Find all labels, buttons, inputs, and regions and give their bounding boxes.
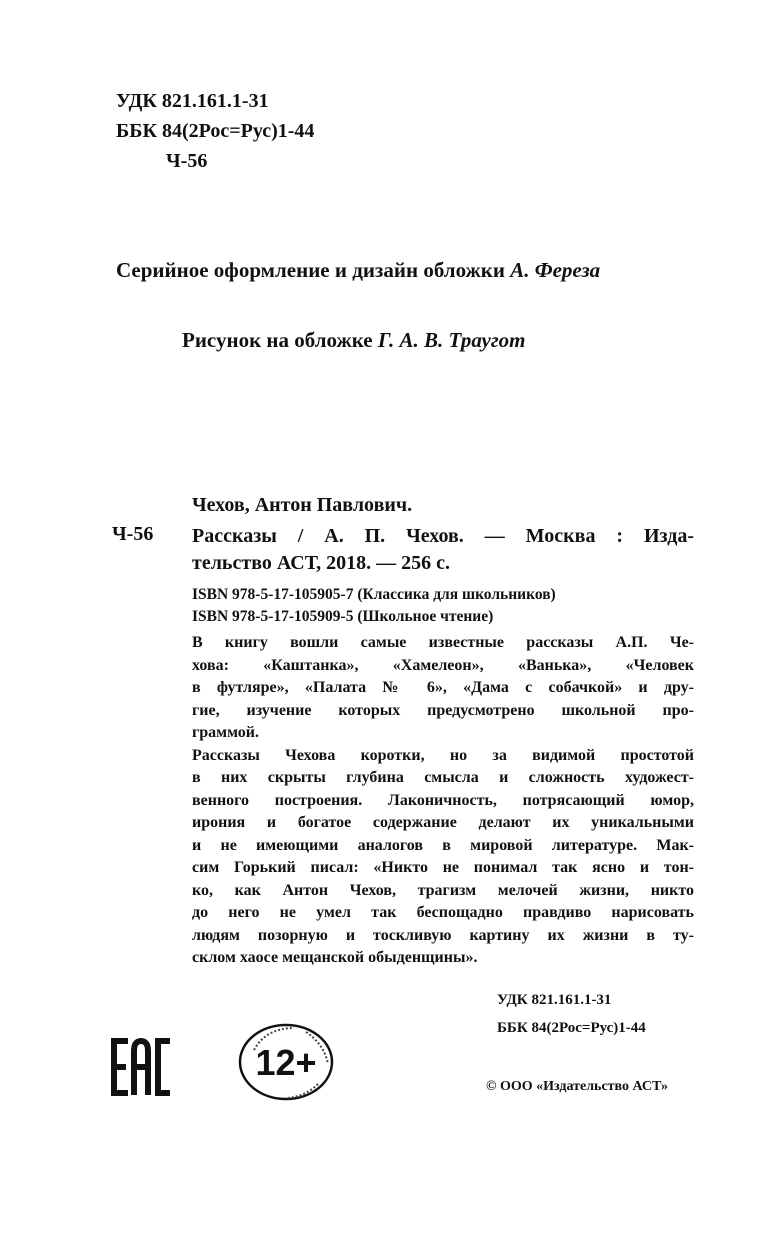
abstract-line: и не имеющими аналогов в мировой литературе. Мак- bbox=[192, 836, 694, 854]
catalog-reference bbox=[192, 523, 694, 577]
abstract-line: Рассказы Чехова коротки, но за видимой простотой bbox=[192, 746, 694, 764]
age-rating-text: 12+ bbox=[255, 1042, 317, 1083]
abstract-line: сим Горький писал: «Никто не понимал так ясно и тон- bbox=[192, 859, 694, 876]
abstract-line: до него не умел так беспощадно правдиво нарисовать bbox=[192, 904, 694, 921]
footer-codes bbox=[497, 986, 646, 1042]
abstract-line: людям позорную и тоскливую картину их жизни в ту- bbox=[192, 926, 694, 944]
abstract-line: гие, изучение которых предусмотрено школьной про- bbox=[192, 701, 694, 719]
cover-illustration-credit bbox=[182, 328, 525, 353]
abstract-line: граммой. bbox=[192, 724, 259, 741]
isbn-line: ISBN 978-5-17-105909-5 (Школьное чтение) bbox=[192, 608, 494, 625]
catalog-mark: Ч-56 bbox=[112, 523, 154, 545]
cover-design-credit bbox=[116, 258, 600, 283]
isbn-line: ISBN 978-5-17-105905-7 (Классика для школьников) bbox=[192, 586, 556, 603]
copyright: © ООО «Издательство АСТ» bbox=[486, 1079, 669, 1094]
catalog-reference-line2: тельство АСТ, 2018. — 256 с. bbox=[192, 552, 450, 574]
abstract-line: ко, как Антон Чехов, трагизм мелочей жизни, никто bbox=[192, 881, 694, 899]
cover-designer-name: А. Фереза bbox=[510, 258, 601, 282]
abstract-line: ирония и богатое содержание делают их уникальными bbox=[192, 814, 694, 831]
classification-codes bbox=[116, 86, 314, 176]
isbn-block bbox=[192, 584, 556, 628]
abstract-line: хова: «Каштанка», «Хамелеон», «Ванька», «Человек bbox=[192, 656, 694, 674]
cover-illustration-label: Рисунок на обложке bbox=[182, 328, 378, 352]
author-mark: Ч-56 bbox=[166, 150, 208, 172]
eac-mark-icon bbox=[110, 1037, 174, 1097]
abstract-line: венного построения. Лаконичность, потрясающий юмор, bbox=[192, 791, 694, 809]
abstract-line: в них скрыты глубина смысла и сложность художест- bbox=[192, 769, 694, 786]
udk-code: УДК 821.161.1-31 bbox=[116, 90, 269, 112]
book-abstract bbox=[192, 632, 694, 970]
catalog-reference-line1: Рассказы / А. П. Чехов. — Москва : Изда- bbox=[192, 525, 694, 547]
abstract-line: склом хаосе мещанской обыденщины». bbox=[192, 949, 478, 966]
bbk-code: ББК 84(2Рос=Рус)1-44 bbox=[116, 120, 315, 142]
footer-udk: УДК 821.161.1-31 bbox=[497, 992, 612, 1008]
cover-illustrator-name: Г. А. В. Траугот bbox=[377, 328, 526, 352]
abstract-line: В книгу вошли самые известные рассказы А.П. Че- bbox=[192, 634, 694, 651]
catalog-author: Чехов, Антон Павлович. bbox=[192, 494, 413, 516]
age-rating-badge-icon bbox=[236, 1022, 336, 1102]
abstract-line: в футляре», «Палата № 6», «Дама с собачкой» и дру- bbox=[192, 679, 694, 696]
footer-bbk: ББК 84(2Рос=Рус)1-44 bbox=[497, 1020, 646, 1036]
cover-design-label: Серийное оформление и дизайн обложки bbox=[116, 258, 511, 282]
